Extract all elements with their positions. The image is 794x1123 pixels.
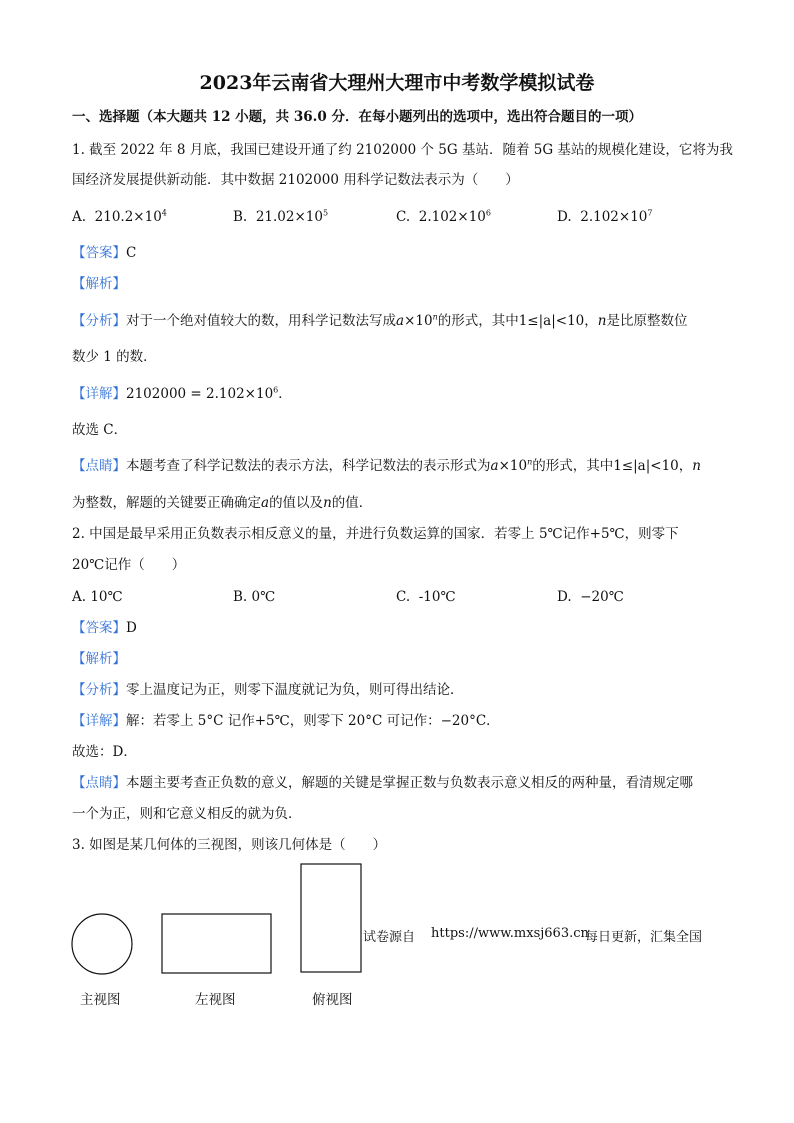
q2-dianjing-line-2: 一个为正，则和它意义相反的就为负． [72,806,302,822]
top-view-rectangle [300,863,363,974]
q2-xiangjie: 【详解】解：若零上 5°C 记作+5℃，则零下 20°C 可记作：−20°C． [72,713,500,729]
watermark-url[interactable]: https://www.mxsj663.cn [431,926,589,941]
q3-stem: 3. 如图是某几何体的三视图，则该几何体是（ ） [72,837,387,853]
q2-analysis-tag: 【解析】 [72,651,126,667]
q1-dianjing-line-1: 【点睛】本题考查了科学记数法的表示方法，科学记数法的表示形式为$a\times 10^n$的形式，其中1≤|a|<10，n [72,457,701,474]
q1-option-c: C. $2.102\times 10^6$ [396,208,491,225]
q1-xiangjie: 【详解】$2102000 = 2.102\times 10^6$． [72,385,292,402]
front-view-caption: 主视图 [80,992,121,1008]
top-view-caption: 俯视图 [312,992,353,1008]
q1-stem-line-2: 国经济发展提供新动能．其中数据 2102000 用科学记数法表示为（ ） [72,172,519,188]
q2-option-b: B. 0℃ [233,589,276,605]
q2-fenxi: 【分析】零上温度记为正，则零下温度就记为负，则可得出结论． [72,682,464,698]
q1-option-b: B. $21.02\times 10^5$ [233,208,329,225]
q1-dianjing-line-2: 为整数，解题的关键要正确确定a的值以及n的值． [72,495,373,511]
q2-option-c: C. -10℃ [396,589,456,605]
front-view-circle [70,912,134,976]
side-view-caption: 左视图 [195,992,236,1008]
q1-option-a: A. $210.2\times 10^4$ [72,208,167,225]
q1-answer: 【答案】C [72,245,137,261]
q1-option-d: D. $2.102\times 10^7$ [557,208,653,225]
q2-stem-line-1: 2. 中国是最早采用正负数表示相反意义的量，并进行负数运算的国家．若零上 5℃记作+5℃，则零下 [72,526,679,542]
q1-analysis-tag: 【解析】 [72,276,126,292]
q2-option-a: A. 10℃ [72,589,123,605]
q2-guxuan: 故选：D． [72,744,137,760]
q1-stem-line-1: 1. 截至 2022 年 8 月底，我国已建设开通了约 2102000 个 5G 基站．随着 5G 基站的规模化建设，它将为我 [72,142,733,158]
page-title: 2023年云南省大理州大理市中考数学模拟试卷 [199,72,595,94]
watermark-source: 试卷源自 [363,930,416,945]
q1-fenxi-line-1: 【分析】对于一个绝对值较大的数，用科学记数法写成$a\times 10^n$的形式，其中1≤|a|<10，n是比原整数位 [72,312,688,329]
section-heading: 一、选择题（本大题共 12 小题，共 36.0 分．在每小题列出的选项中，选出符合题目的一项） [72,109,642,125]
q2-dianjing-line-1: 【点睛】本题主要考查正负数的意义，解题的关键是掌握正数与负数表示意义相反的两种量，看清规定哪 [72,775,693,791]
q2-option-d: D. −20℃ [557,589,624,605]
q1-fenxi-line-2: 数少 1 的数． [72,349,157,365]
q2-answer: 【答案】D [72,620,137,636]
q1-guxuan: 故选 C． [72,422,128,438]
side-view-rectangle [161,913,273,975]
q2-stem-line-2: 20℃记作（ ） [72,557,186,573]
watermark-update: 每日更新，汇集全国 [585,930,703,945]
